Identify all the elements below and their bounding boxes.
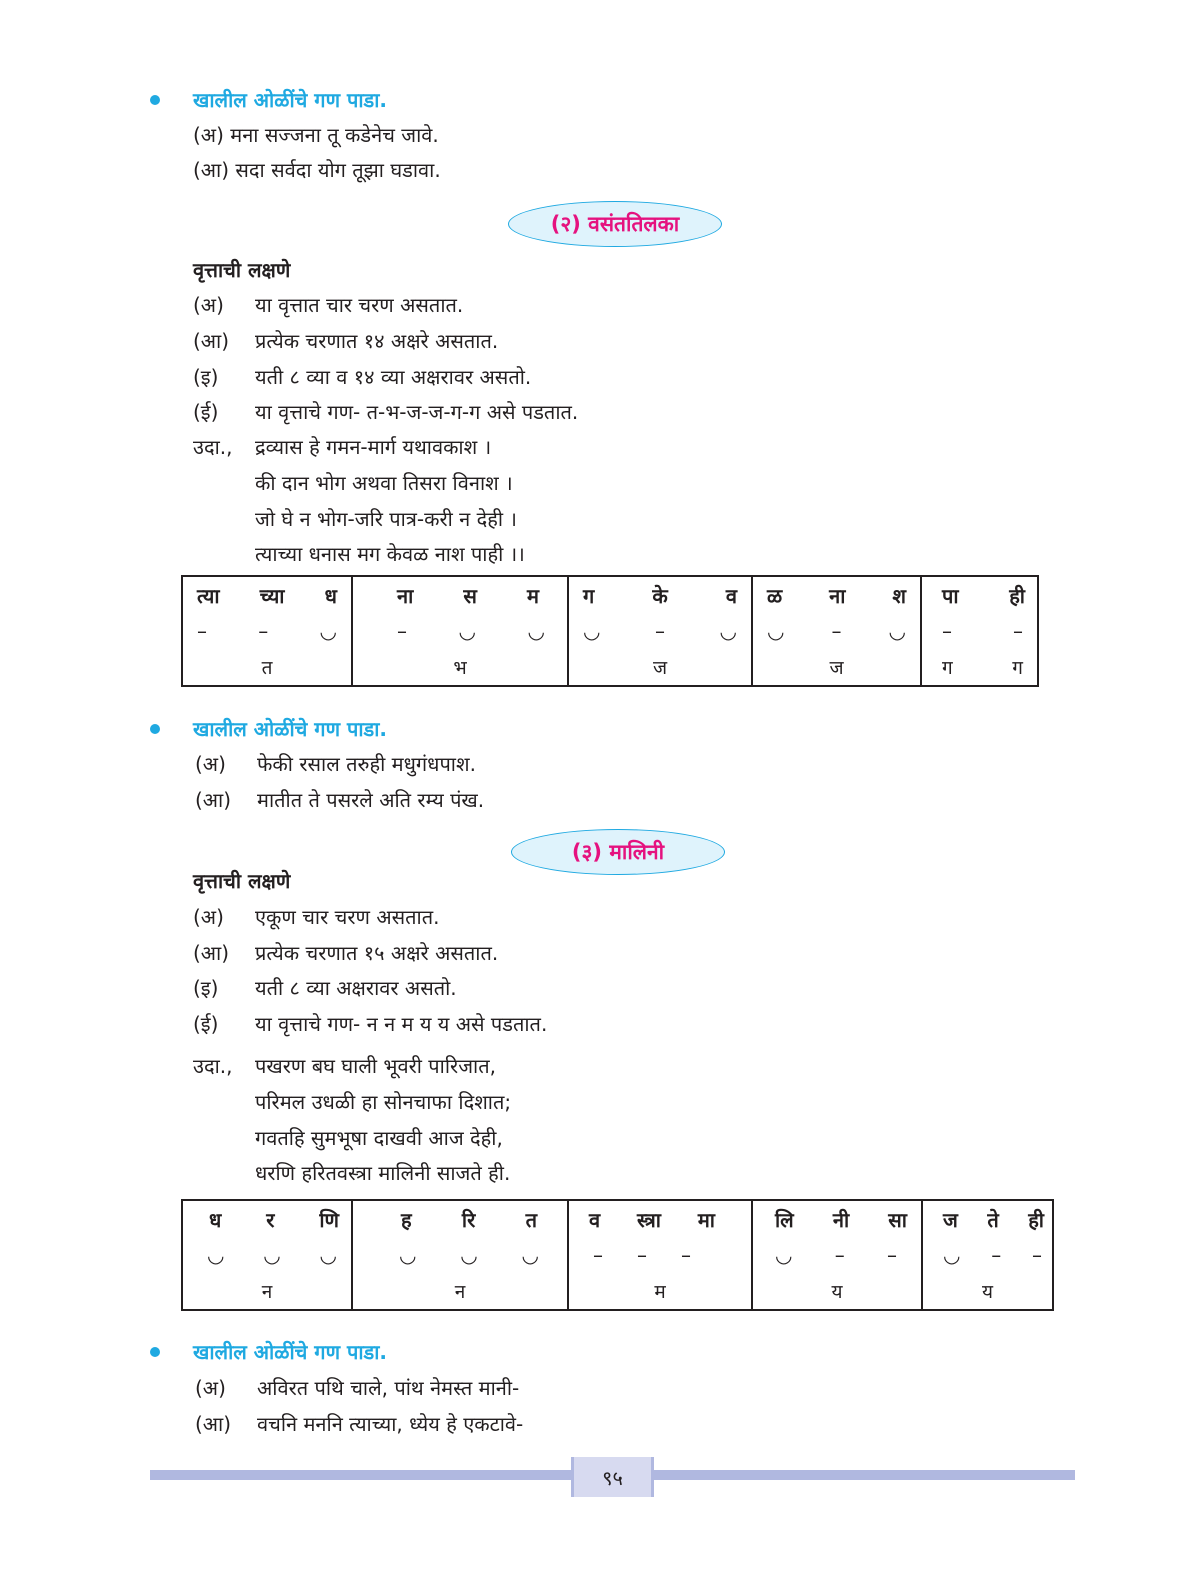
guru-mark: – [593,1243,603,1267]
gana-cell [182,1200,352,1310]
laghu-mark: ◡ [583,619,601,643]
exercise-3-line-aa [195,1410,523,1437]
rule-text: प्रत्येक चरणात १५ अक्षरे असतात. [255,941,499,965]
section-title-malini: (३) मालिनी [511,829,725,875]
line-marker: (अ) [195,1376,226,1400]
malini-rule-a [193,903,440,930]
laghu-mark: ◡ [521,1243,539,1267]
bullet-icon [150,1347,160,1357]
gana-cell [568,1200,752,1310]
rule-marker: (ई) [193,1012,219,1036]
syllable: ह [401,1207,412,1232]
malini-rule-aa [193,939,498,966]
laghu-mark: ◡ [263,1243,281,1267]
vasant-example-line: द्रव्यास हे गमन-मार्ग यथावकाश । [255,435,492,459]
syllable: लि [775,1207,794,1232]
exercise-2-line-aa [195,786,484,813]
syllable: म [527,583,539,608]
gana-cell [182,576,352,686]
rule-marker: (अ) [193,905,224,929]
syllable: स [463,583,477,608]
line-marker: (आ) [195,1412,232,1436]
line-marker: (अ) [195,752,226,776]
line-text: फेकी रसाल तरुही मधुगंधपाश. [257,752,476,776]
vasant-example-line: की दान भोग अथवा तिसरा विनाश । [255,471,513,495]
gana-cell [752,1200,922,1310]
malini-example-line: पखरण बघ घाली भूवरी पारिजात, [255,1054,496,1078]
rule-text: या वृत्ताचे गण- त-भ-ज-ज-ग-ग असे पडतात. [255,400,579,424]
laghu-mark: ◡ [767,619,785,643]
laghu-mark: ◡ [399,1243,417,1267]
gana-label: ज [652,657,668,679]
exercise-1-line-aa [193,156,441,183]
exercise-2-line-a [195,750,476,777]
vasant-example-line: जो घे न भोग-जरि पात्र-करी न देही । [255,507,517,531]
syllable: ते [987,1207,999,1232]
syllable: ळ [767,583,783,608]
line-text: अविरत पथि चाले, पांथ नेमस्त मानी- [257,1376,520,1400]
gana-cell [568,576,752,686]
rule-marker: (आ) [193,941,230,965]
laghu-mark: ◡ [888,619,906,643]
syllable: ज [943,1207,958,1232]
gana-label: म [654,1281,666,1303]
laghu-mark: ◡ [775,1243,793,1267]
line-text: मातीत ते पसरले अति रम्य पंख. [257,788,485,812]
laghu-mark: ◡ [460,1243,478,1267]
rule-text: या वृत्तात चार चरण असतात. [255,293,464,317]
laghu-mark: ◡ [319,619,337,643]
guru-mark: – [831,619,842,643]
malini-example-line: परिमल उधळी हा सोनचाफा दिशात; [255,1090,512,1114]
rule-marker: (आ) [193,329,230,353]
syllable: ही [1028,1207,1044,1232]
syllable: रि [461,1207,476,1232]
vasant-rule-i [193,363,531,390]
guru-mark: – [397,619,407,643]
malini-example-label: उदा., [193,1054,233,1078]
syllable: मा [697,1207,715,1232]
gana-label: य [831,1281,843,1303]
guru-mark: – [991,1243,1002,1267]
line-marker: (आ) [193,158,230,182]
gana-label: न [454,1281,466,1303]
syllable: स्त्रा [636,1207,661,1232]
syllable: त्या [197,583,220,608]
guru-mark: – [197,619,207,643]
gana-label: त [261,657,273,679]
laghu-mark: ◡ [527,619,545,643]
malini-example-line: धरणि हरितवस्त्रा मालिनी साजते ही. [255,1161,511,1185]
gana-label: ग [1012,657,1023,679]
syllable: च्या [259,583,285,608]
line-marker: (अ) [193,123,224,147]
laghu-mark: ◡ [207,1243,225,1267]
gana-cell [352,576,568,686]
rule-marker: (ई) [193,400,219,424]
exercise-heading-3: खालील ओळींचे गण पाडा. [193,1340,388,1364]
syllable: पा [942,583,959,608]
gana-cell [921,576,1038,686]
rule-text: प्रत्येक चरणात १४ अक्षरे असतात. [255,329,499,353]
rule-marker: (इ) [193,365,219,389]
malini-rule-i [193,974,457,1001]
guru-mark: – [637,1243,647,1267]
line-text: वचनि मननि त्याच्या, ध्येय हे एकटावे- [257,1412,524,1436]
syllable: व [725,583,737,608]
malini-gana-table [181,1199,1054,1311]
guru-mark: – [258,619,269,643]
syllable: र [266,1207,275,1232]
bullet-icon [150,95,160,105]
malini-rule-ii [193,1010,547,1037]
section-title-vasantatilaka: (२) वसंततिलका [508,201,722,247]
syllable: त [525,1207,537,1232]
gana-cell [922,1200,1053,1310]
gana-cell [352,1200,568,1310]
malini-example-line: गवतहि सुमभूषा दाखवी आज देही, [255,1126,503,1150]
gana-label: य [981,1281,994,1303]
syllable: सा [888,1207,907,1232]
rule-marker: (अ) [193,293,224,317]
syllable: णि [319,1207,339,1232]
syllable: श [892,583,906,608]
vasant-rule-ii [193,398,578,425]
laghu-mark: ◡ [319,1243,337,1267]
rule-text: यती ८ व्या अक्षरावर असतो. [255,976,457,1000]
line-text: मना सज्जना तू कडेनेच जावे. [230,123,439,147]
syllable: नी [832,1207,850,1232]
guru-mark: – [1031,1243,1042,1267]
syllable: व [589,1207,601,1232]
vasant-rule-a [193,291,463,318]
rule-text: या वृत्ताचे गण- न न म य य असे पडतात. [255,1012,548,1036]
rule-marker: (इ) [193,976,219,1000]
gana-label: ज [829,657,844,679]
line-marker: (आ) [195,788,232,812]
exercise-heading-1: खालील ओळींचे गण पाडा. [193,88,388,112]
laghu-mark: ◡ [943,1243,961,1267]
vasant-rule-aa [193,327,498,354]
syllable: ना [397,583,414,608]
syllable: ना [829,583,846,608]
guru-mark: – [886,1243,897,1267]
gana-label: भ [453,657,467,679]
line-text: सदा सर्वदा योग तूझा घडावा. [235,158,441,182]
gana-label: ग [942,657,953,679]
rule-text: एकूण चार चरण असतात. [255,905,440,929]
guru-mark: – [681,1243,691,1267]
guru-mark: – [942,619,952,643]
syllable: ध [209,1207,222,1232]
exercise-1-line-a [193,121,439,148]
guru-mark: – [655,619,665,643]
bullet-icon [150,724,160,734]
gana-cell [752,576,921,686]
laghu-mark: ◡ [719,619,737,643]
vasant-subheading: वृत्ताची लक्षणे [193,258,291,282]
page-number: ९५ [571,1457,654,1497]
exercise-heading-2: खालील ओळींचे गण पाडा. [193,717,388,741]
guru-mark: – [1013,619,1023,643]
guru-mark: – [834,1243,845,1267]
vasant-example-line: त्याच्या धनास मग केवळ नाश पाही ।। [255,542,525,566]
syllable: के [652,583,668,608]
vasant-gana-table [181,575,1039,687]
rule-text: यती ८ व्या व १४ व्या अक्षरावर असतो. [255,365,532,389]
exercise-3-line-a [195,1374,519,1401]
syllable: ग [583,583,595,608]
vasant-example-label: उदा., [193,435,233,459]
syllable: ही [1009,583,1025,608]
malini-subheading: वृत्ताची लक्षणे [193,869,291,893]
laghu-mark: ◡ [458,619,476,643]
gana-label: न [261,1281,273,1303]
syllable: ध [324,583,337,608]
